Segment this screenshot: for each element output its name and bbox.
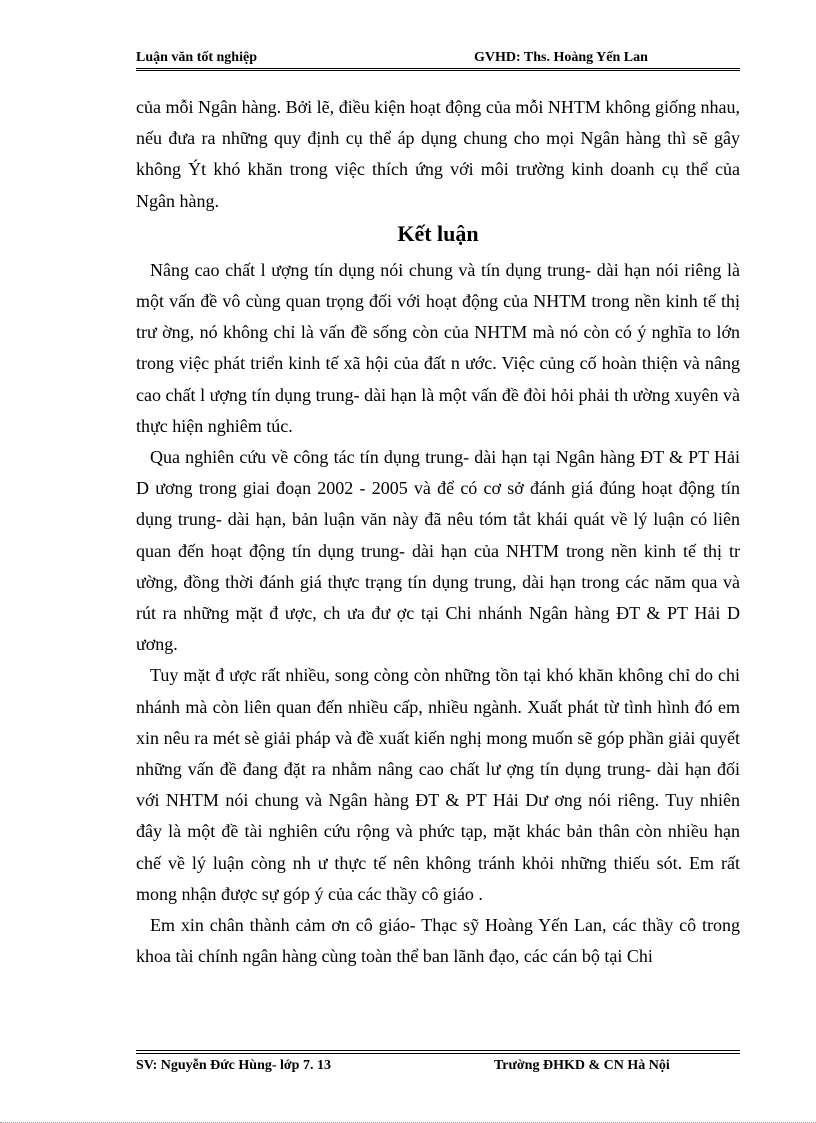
footer-student: SV: Nguyễn Đức Hùng- lớp 7. 13 — [136, 1058, 331, 1073]
document-body — [136, 92, 740, 972]
footer-rule — [136, 1050, 740, 1051]
header-rule — [136, 68, 740, 69]
header-rule-2 — [136, 70, 740, 71]
paragraph-3: Tuy mặt đ ược rất nhiều, song còng còn những tồn tại khó khăn không chỉ do chi nhánh mà còn liên quan đến nhiều cấp, nhiều ngành. Xuất phát từ tình hình đó em xin nêu ra mét sè giải pháp và đề xuất kiến nghị mong muốn sẽ góp phần giải quyết những vấn đề đang đặt ra nhằm nâng cao chất lư ợng tín dụng trung- dài hạn đối với NHTM nói chung và Ngân hàng ĐT & PT Hải Dư ơng nói riêng. Tuy nhiên đây là một đề tài nghiên cứu rộng và phức tạp, mặt khác bản thân còn nhiều hạn chế về lý luận còng nh ư thực tế nên không tránh khỏi những thiếu sót. Em rất mong nhận được sự góp ý của các thầy cô giáo . — [136, 665, 740, 904]
section-heading: Kết luận — [397, 220, 479, 246]
page-header — [136, 50, 740, 68]
header-thesis-label: Luận văn tốt nghiệp — [136, 50, 257, 65]
paragraph-4: Em xin chân thành cảm ơn cô giáo- Thạc sỹ Hoàng Yến Lan, các thầy cô trong khoa tài chính ngân hàng cùng toàn thể ban lãnh đạo, các cán bộ tại Chi — [136, 915, 740, 967]
page-footer — [136, 1058, 740, 1078]
paragraph-2: Qua nghiên cứu về công tác tín dụng trung- dài hạn tại Ngân hàng ĐT & PT Hải D ương trong giai đoạn 2002 - 2005 và để có cơ sở đánh giá đúng hoạt động tín dụng trung- dài hạn, bản luận văn này đã nêu tóm tắt khái quát về lý luận có liên quan đến hoạt động tín dụng trung- dài hạn của NHTM trong nền kinh tế thị tr ường, đồng thời đánh giá thực trạng tín dụng trung, dài hạn trong các năm qua và rút ra những mặt đ ược, ch ưa đư ợc tại Chi nhánh Ngân hàng ĐT & PT Hải D ương. — [136, 447, 740, 655]
footer-school: Trường ĐHKD & CN Hà Nội — [494, 1058, 670, 1073]
header-advisor: GVHD: Ths. Hoàng Yến Lan — [474, 50, 648, 65]
paragraph-1: Nâng cao chất l ượng tín dụng nói chung và tín dụng trung- dài hạn nói riêng là một vấn đề vô cùng quan trọng đối với hoạt động của NHTM trong nền kinh tế thị trư ờng, nó không chỉ là vấn đề sống còn của NHTM mà nó còn có ý nghĩa to lớn trong việc phát triển kinh tế xã hội của đất n ước. Việc củng cố hoàn thiện và nâng cao chất l ượng tín dụng trung- dài hạn là một vấn đề đòi hỏi phải th ường xuyên và thực hiện nghiêm túc. — [136, 259, 740, 436]
footer-rule-2 — [136, 1053, 740, 1054]
paragraph-continued: của mỗi Ngân hàng. Bởi lẽ, điều kiện hoạt động của mỗi NHTM không giống nhau, nếu đưa ra những quy định cụ thể áp dụng chung cho mọi Ngân hàng thì sẽ gây không Ýt khó khăn trong việc thích ứng với môi trường kinh doanh cụ thể của Ngân hàng. — [136, 97, 740, 211]
